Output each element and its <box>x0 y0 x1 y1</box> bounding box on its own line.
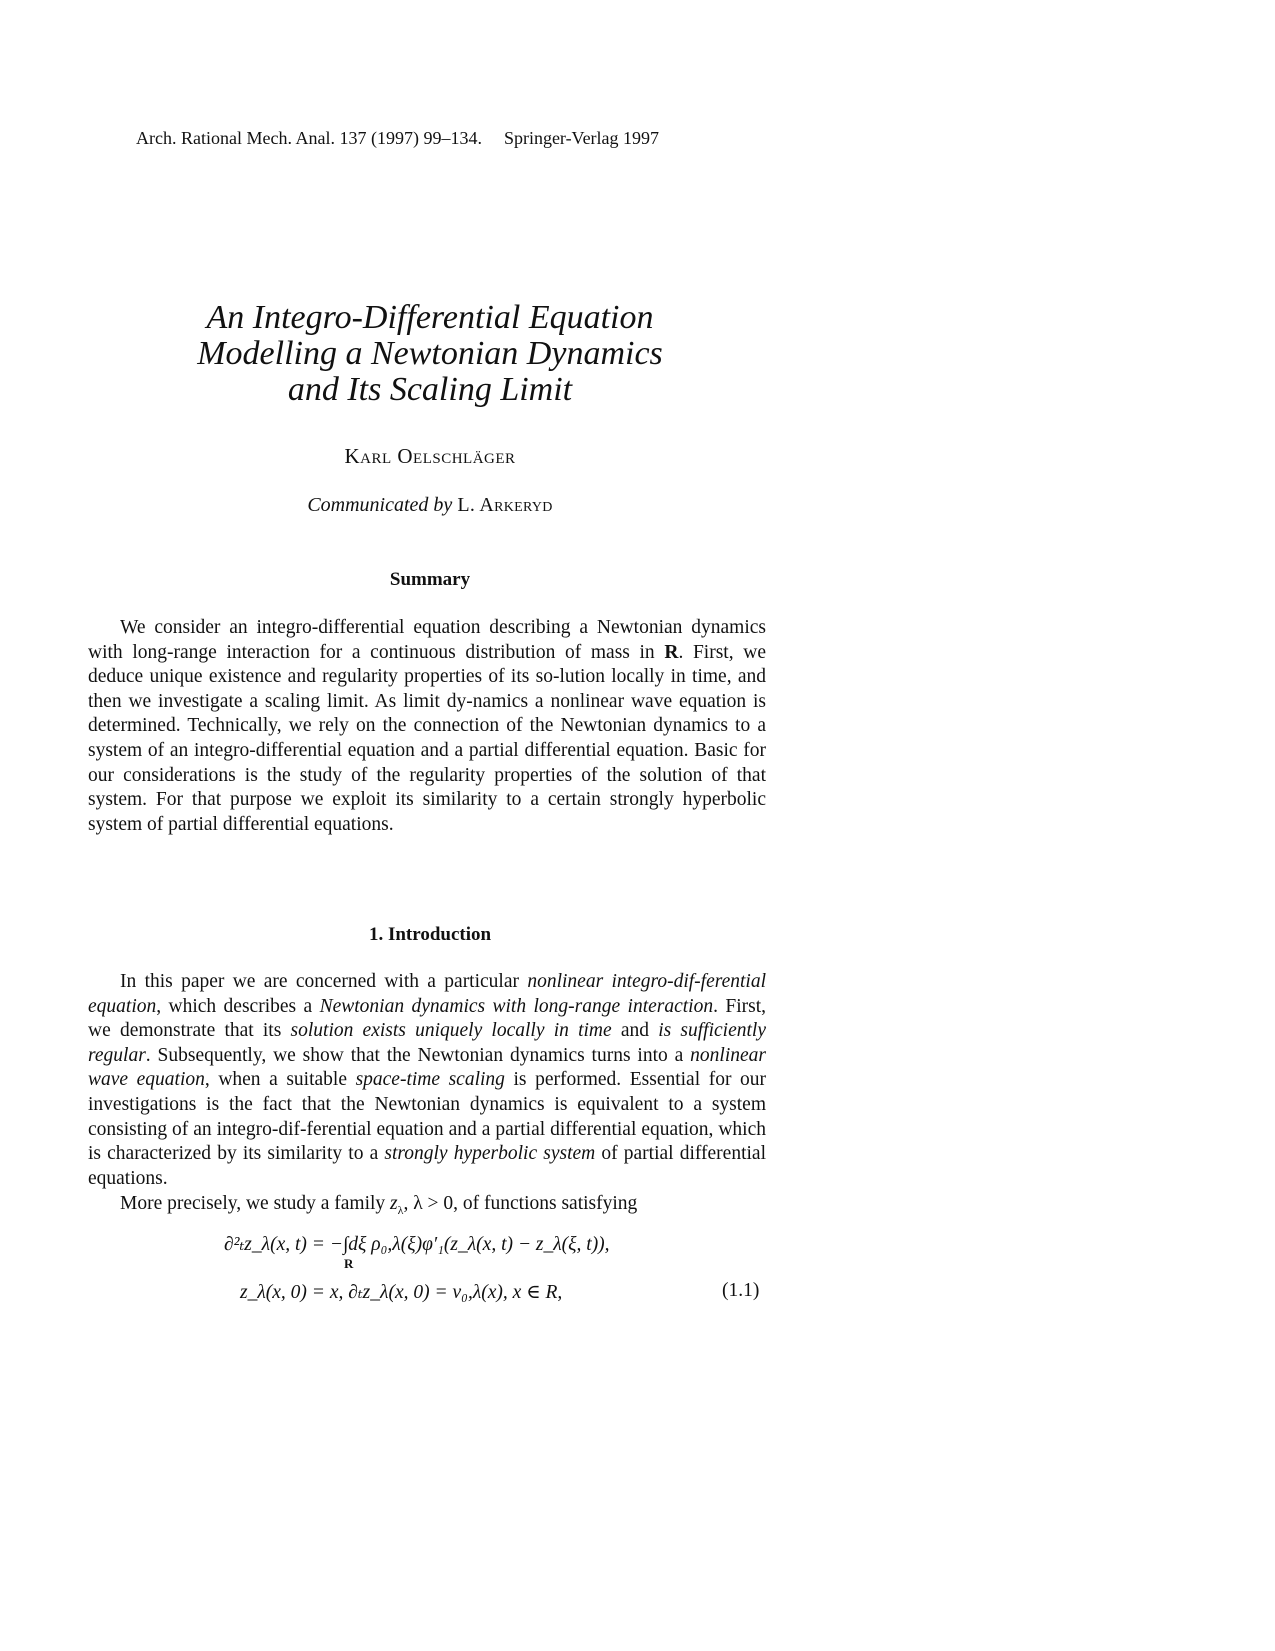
introduction-paragraph <box>88 970 766 1191</box>
equation-integral-domain: R <box>344 1256 354 1271</box>
summary-paragraph <box>88 616 766 837</box>
summary-text-1: We consider an integro-differential equation describing a Newtonian dynamics with long-range interaction for a continuous distribution of mass in <box>88 617 766 663</box>
introduction-heading: 1. Introduction <box>368 924 492 945</box>
intro-i4: is sufficiently regular <box>88 1020 766 1066</box>
journal-header <box>136 128 659 149</box>
citation: Arch. Rational Mech. Anal. 137 (1997) 99–134. <box>136 128 482 148</box>
intro-more-math: z <box>390 1193 398 1214</box>
summary-text-2: . First, we deduce unique existence and regularity properties of its so-lution locally in time, and then we investigate a scaling limit. As limit dy-namics a nonlinear wave equation is determined. Technically, we rely on the connection of the Newtonian dynamics to a system of an integro-differential equation and a partial differential equation. Basic for our considerations is the study of the regularity properties of the solution of that system. For that purpose we exploit its similarity to a certain strongly hyperbolic system of partial differential equations. <box>88 641 766 835</box>
publisher: Springer-Verlag 1997 <box>503 128 660 148</box>
intro-i2: Newtonian dynamics with long-range interaction <box>319 995 714 1017</box>
intro-i1: nonlinear integro-dif-ferential equation <box>88 971 767 1017</box>
summary-bold-r: R <box>664 641 679 663</box>
introduction-family-sentence <box>88 1192 766 1217</box>
intro-i5: nonlinear wave equation <box>88 1044 766 1091</box>
equation-number: (1.1) <box>722 1280 760 1301</box>
intro-t2: , which describes a <box>156 995 320 1017</box>
equation-line-2: z_λ(x, 0) = x, ∂ₜz_λ(x, 0) = v₀,λ(x), x ∈ R, <box>240 1282 563 1303</box>
title-line-1: An Integro-Differential Equation <box>206 299 654 336</box>
title-line-3: and Its Scaling Limit <box>287 371 573 408</box>
intro-i6: space-time scaling <box>355 1069 505 1091</box>
intro-t7: is performed. Essential for our investigations is the fact that the Newtonian dynamics is equivalent to a system consisting of an integro-dif-ferential equation and a partial differential equation, which is characterized by its similarity to a <box>88 1069 766 1165</box>
communicator-name: L. Arkeryd <box>457 494 553 516</box>
intro-t8: of partial differential equations. <box>88 1143 766 1189</box>
intro-more-sub: λ <box>397 1202 404 1217</box>
intro-i7: strongly hyperbolic system <box>384 1143 596 1165</box>
intro-t6: , when a suitable <box>204 1069 356 1091</box>
intro-t5: . Subsequently, we show that the Newtonian dynamics turns into a <box>145 1044 691 1066</box>
author-name: Karl Oelschläger <box>344 444 516 468</box>
intro-t4: and <box>611 1020 659 1042</box>
intro-i3: solution exists uniquely locally in time <box>290 1020 612 1042</box>
intro-t3: . First, we demonstrate that its <box>88 995 766 1042</box>
equation-line-1: ∂²ₜz_λ(x, t) = −∫dξ ρ₀,λ(ξ)φ′₁(z_λ(x, t) − z_λ(ξ, t)), <box>224 1234 610 1255</box>
intro-more-b: , λ > 0, of functions satisfying <box>403 1193 638 1214</box>
summary-heading: Summary <box>389 569 471 590</box>
paper-title <box>150 300 710 408</box>
communicated-by <box>150 494 710 517</box>
intro-t1: In this paper we are concerned with a particular <box>120 971 528 992</box>
title-line-2: Modelling a Newtonian Dynamics <box>197 335 663 372</box>
intro-more-a: More precisely, we study a family <box>120 1193 391 1214</box>
communicated-label: Communicated by <box>307 494 453 516</box>
